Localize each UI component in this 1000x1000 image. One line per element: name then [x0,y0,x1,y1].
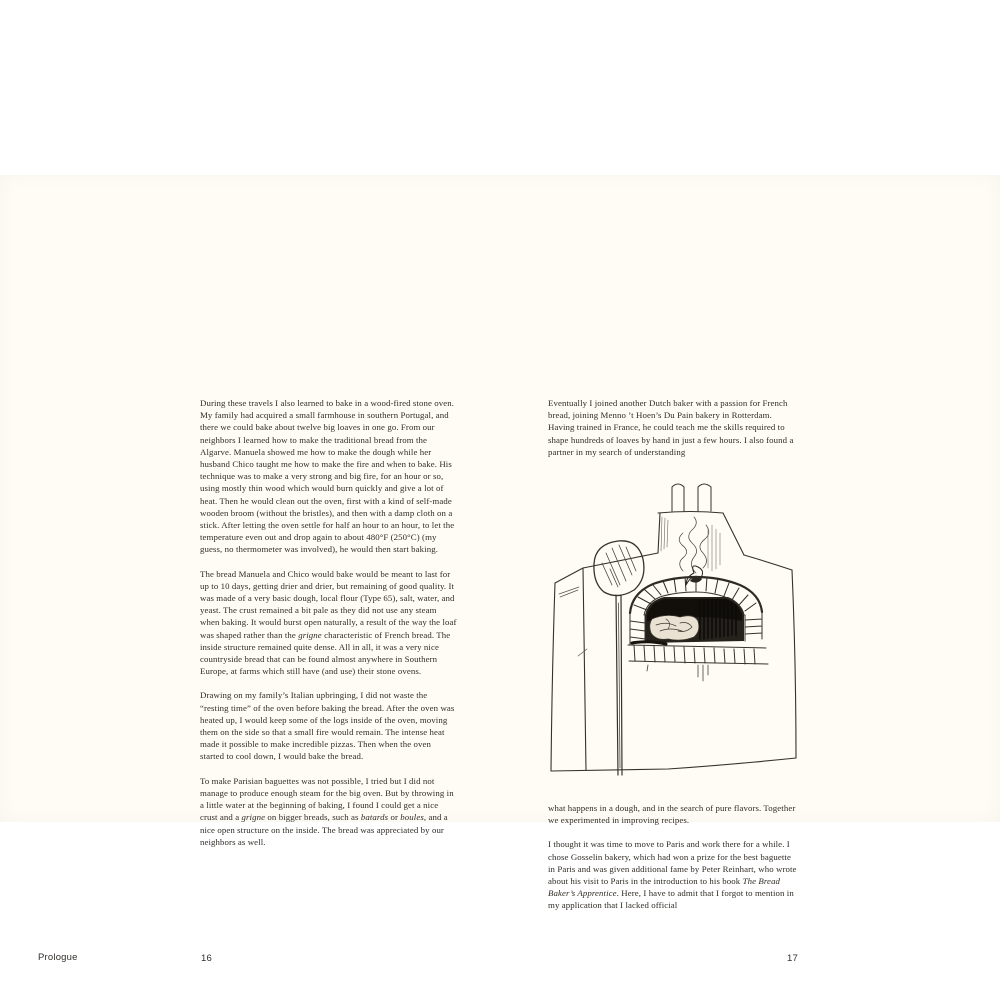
right-page-text-top [548,397,797,458]
section-label: Prologue [38,952,78,963]
paragraph: what happens in a dough, and in the search of pure flavors. Together we experimented in improving recipes. [548,803,796,826]
paragraph: During these travels I also learned to bake in a wood-fired stone oven. My family had acquired a small farmhouse in southern Portugal, and there we could bake about twelve big loaves in one go. From our neighbors I learned how to make the traditional bread from the Algarve. Manuela showed me how to make the dough while her husband Chico taught me how to make the fire and when to bake. His technique was to make a very strong and big fire, for an hour or so, using mostly thin wood which would burn quickly and give a lot of heat. Then he would clean out the oven, first with a kind of self-made wooden broom (without the bristles), and then with a damp cloth on a stick. After letting the oven settle for half an hour to an hour, to let the temperature even out and drop again to about 480°F (250°C) (my guess, no thermometer was involved), he would then start baking. [200,398,455,555]
paragraph: Drawing on my family’s Italian upbringing, I did not waste the “resting time” of the oven before baking the bread. After the oven was heated up, I would keep some of the logs inside of the oven, moving them on the side so that a small fire would remain. The intense heat made it possible to make incredible pizzas. Then when the oven started to cool down, I would bake the bread. [200,690,455,762]
page-number-right: 17 [787,953,798,964]
left-page-text [200,397,457,848]
book-spread [0,175,1000,964]
page-number-left: 16 [201,953,212,964]
right-page-text-bottom [548,802,797,912]
chimney [658,484,744,555]
paragraph: Eventually I joined another Dutch baker with a passion for French bread, joining Menno ’t Hoen’s Du Pain bakery in Rotterdam. Having trained in France, he could teach me the skills required to shape hundreds of loaves by hand in just a few hours. I also found a partner in my search of understanding [548,398,794,457]
paragraph: To make Parisian baguettes was not possible, I tried but I did not manage to produce enough steam for the big oven. But by throwing in a little water at the beginning of baking, I found I could get a nice crust and a grigne on bigger breads, such as batards or boules, and a nice open structure on the inside. The bread was appreciated by our neighbors as well. [200,775,454,847]
oven-mouth [628,576,768,681]
paragraph: I thought it was time to move to Paris and work there for a while. I chose Gosselin bakery, which had won a prize for the best baguette in Paris and was given additional fame by Peter Reinhart, who wrote about his visit to Paris in the introduction to his book The Bread Baker’s Apprentice. Here, I have to admit that I forgot to mention in my application that I lacked official [548,839,797,911]
oven-broom [594,541,644,775]
oven-illustration [548,473,798,783]
paragraph: The bread Manuela and Chico would bake would be meant to last for up to 10 days, getting drier and drier, but remaining of good quality. It was made of a very basic dough, local flour (Type 65), salt, water, and yeast. The crust remained a bit pale as they did not use any steam when baking. It would burst open naturally, a result of the way the loaf was shaped rather than the grigne characteristic of French bread. The inside structure remained quite dense. All in all, it was a very nice countryside bread that can be found almost anywhere in Southern Europe, at farms which still have (and use) their stone ovens. [200,568,457,677]
smoke [679,517,720,585]
